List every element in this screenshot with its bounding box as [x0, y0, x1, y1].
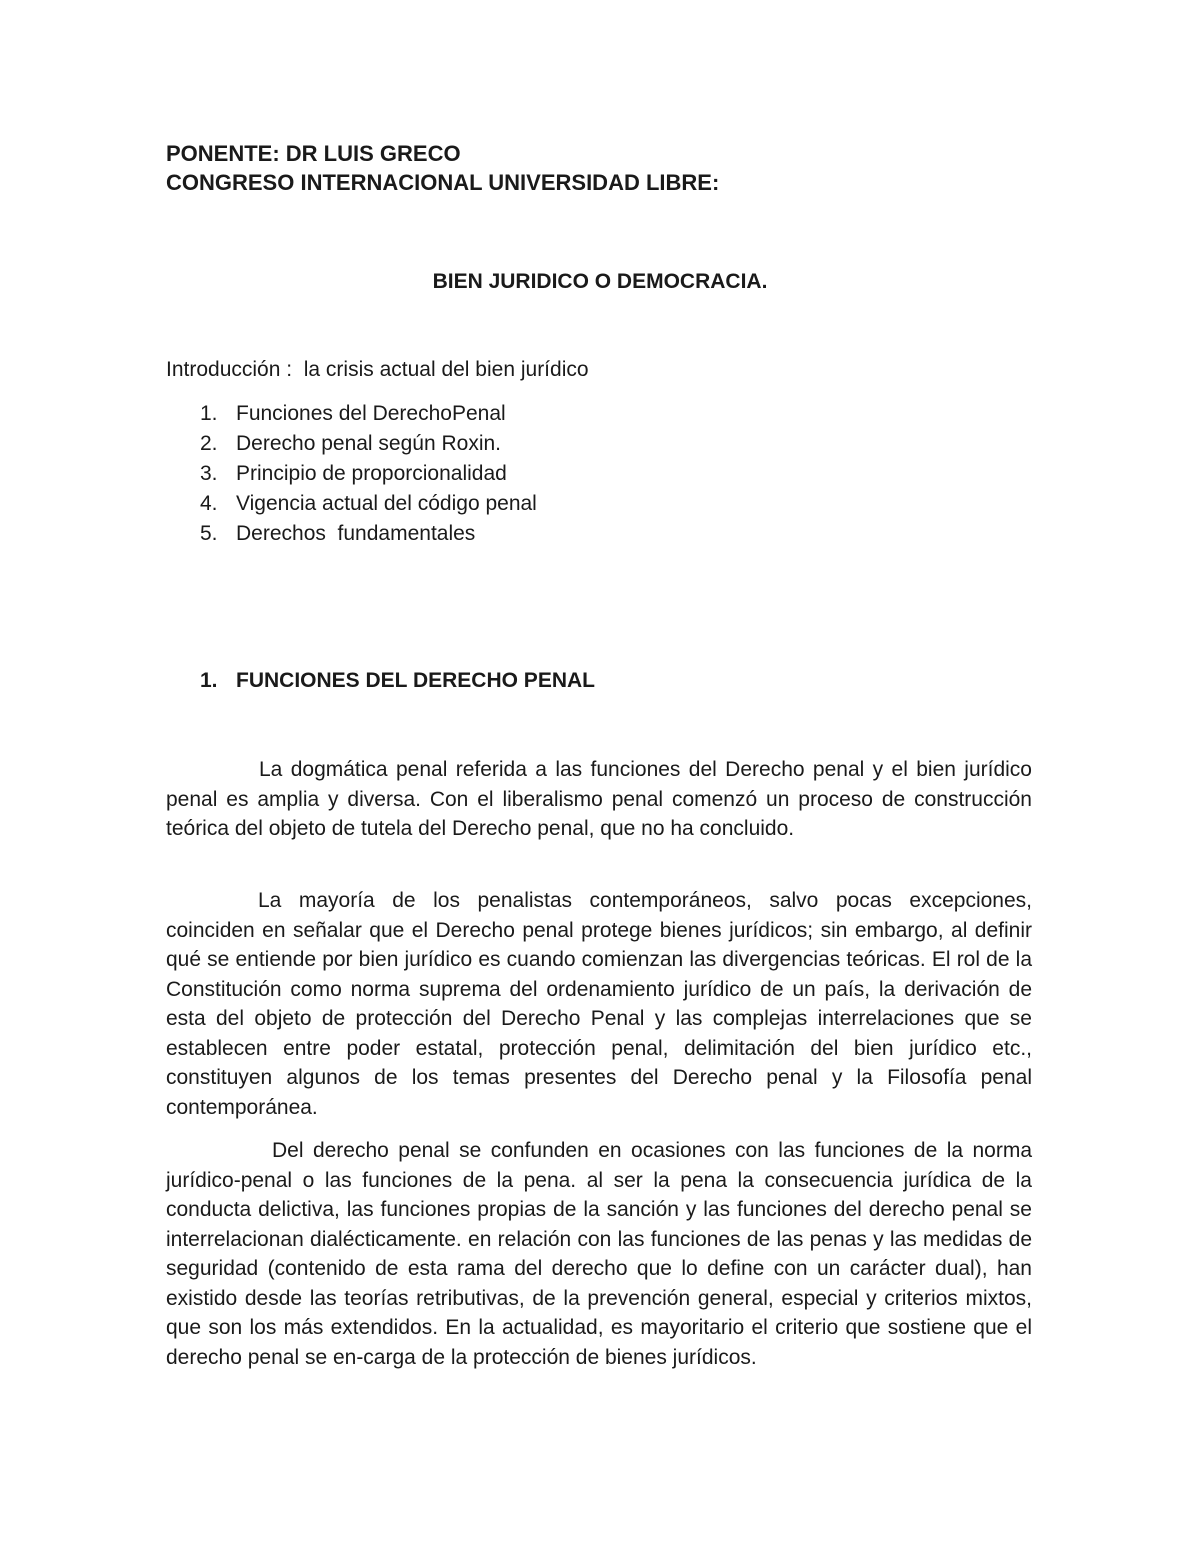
toc-item	[200, 429, 537, 459]
speaker-line: PONENTE: DR LUIS GRECO	[166, 141, 461, 166]
congress-line: CONGRESO INTERNACIONAL UNIVERSIDAD LIBRE:	[166, 170, 720, 195]
introduction-line: Introducción : la crisis actual del bien jurídico	[166, 358, 589, 381]
toc-item	[200, 399, 537, 429]
table-of-contents	[200, 399, 537, 549]
toc-item-label: Principio de proporcionalidad	[236, 462, 507, 485]
toc-item-number: 4.	[200, 492, 218, 515]
body-paragraph: Del derecho penal se confunden en ocasiones con las funciones de la norma jurídico-penal o las funciones de la pena. al ser la pena la consecuencia jurídica de la conducta delictiva, las funciones propias de la sanción y las funciones del derecho penal se interrelacionan dialécticamente. en relación con las funciones de las penas y las medidas de seguridad (contenido de esta rama del derecho que lo define con un carácter dual), han existido desde las teorías retributivas, de la prevención general, especial y criterios mixtos, que son los más extendidos. En la actualidad, es mayoritario el criterio que sostiene que el derecho penal se en-carga de la protección de bienes jurídicos.	[166, 1139, 1032, 1369]
toc-item	[200, 519, 537, 549]
toc-item-number: 2.	[200, 432, 218, 455]
document-header	[166, 139, 719, 197]
toc-item-label: Derechos fundamentales	[236, 522, 476, 545]
toc-item-label: Vigencia actual del código penal	[236, 492, 537, 515]
toc-item-number: 5.	[200, 522, 218, 545]
toc-item-number: 3.	[200, 462, 218, 485]
document-title: BIEN JURIDICO O DEMOCRACIA.	[432, 270, 768, 293]
toc-item-label: Derecho penal según Roxin.	[236, 432, 502, 455]
toc-item	[200, 489, 537, 519]
body-paragraph: La dogmática penal referida a las funciones del Derecho penal y el bien jurídico penal es amplia y diversa. Con el liberalismo penal comenzó un proceso de construcción teórica del objeto de tutela del Derecho penal, que no ha concluido.	[166, 758, 1032, 840]
body-paragraph: La mayoría de los penalistas contemporáneos, salvo pocas excepciones, coinciden en señalar que el Derecho penal protege bienes jurídicos; sin embargo, al definir qué se entiende por bien jurídico es cuando comienzan las divergencias teóricas. El rol de la Constitución como norma suprema del ordenamiento jurídico de un país, la derivación de esta del objeto de protección del Derecho Penal y las complejas interrelaciones que se establecen entre poder estatal, protección penal, delimitación del bien jurídico etc., constituyen algunos de los temas presentes del Derecho penal y la Filosofía penal contemporánea.	[166, 889, 1032, 1119]
toc-item	[200, 459, 537, 489]
section-title: FUNCIONES DEL DERECHO PENAL	[236, 669, 595, 692]
toc-item-label: Funciones del DerechoPenal	[236, 402, 506, 425]
toc-item-number: 1.	[200, 402, 218, 425]
section-heading	[200, 667, 595, 695]
section-number: 1.	[200, 669, 218, 692]
